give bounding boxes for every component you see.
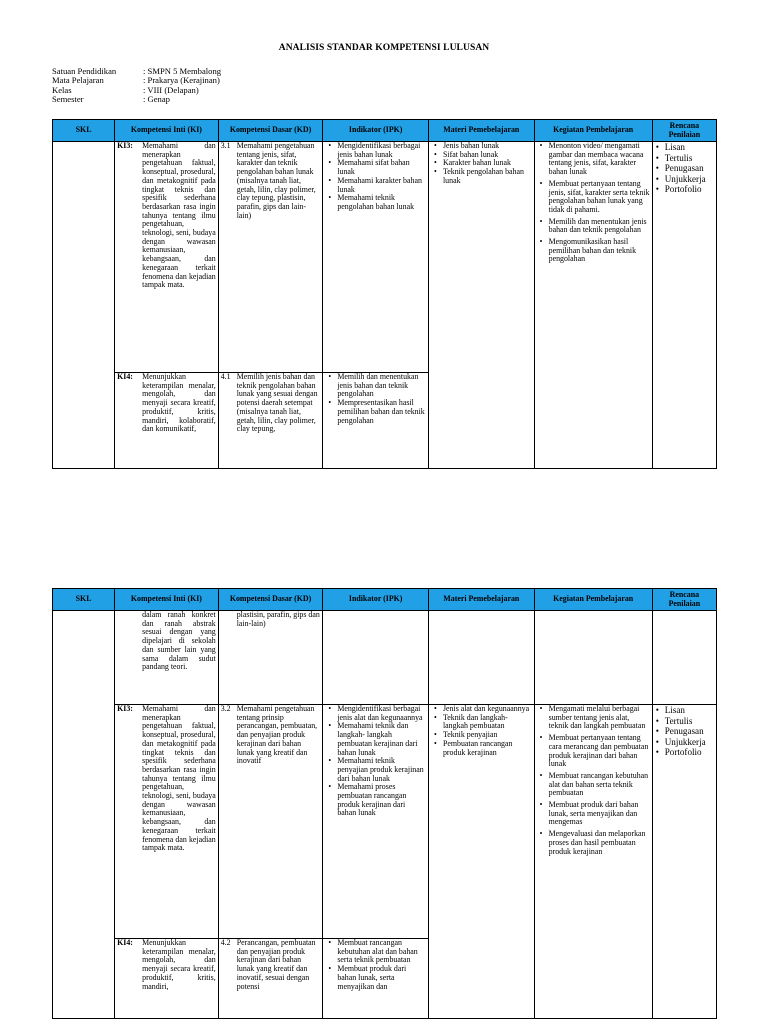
ipk-empty-cell <box>323 611 429 705</box>
list-item: • Portofolio <box>665 184 714 195</box>
table-row <box>53 705 717 939</box>
info-value: : Prakarya (Kerajinan) <box>143 75 220 86</box>
kegiatan-empty-cell <box>534 611 652 705</box>
header-row <box>53 589 717 611</box>
list-item: • Memahami proses pembuatan rancangan produk kerajinan dari bahan lunak <box>337 783 426 818</box>
info-label: Kelas <box>52 84 72 95</box>
info-row <box>52 95 221 104</box>
identity-info <box>52 67 221 105</box>
ki-code: KI4: <box>117 372 133 381</box>
header-ki: Kompetensi Inti (KI) <box>115 120 219 142</box>
header-row <box>53 120 717 142</box>
ki-text: Memahami dan menerapkan pengetahuan faktual, konseptual, prosedural, dan metakognitif pada tingkat teknis dan spesifik sederhana berdasarkan rasa ingin tahunya tentang ilmu pengetahuan, teknologi, seni, budaya dengan wawasan kemanusiaan, kebangsaan, dan kenegaraan terkait fenomena dan kejadian tampak mata. <box>142 704 216 853</box>
header-penilaian: Rencana Penilaian <box>652 589 716 611</box>
list-item: • Teknik dan langkah- langkah pembuatan <box>443 714 532 731</box>
list-item: • Mengamati melalui berbagai sumber tentang jenis alat, teknik dan langkah pembuatan <box>549 705 650 731</box>
list-item: • Memahami teknik pengolahan bahan lunak <box>337 194 426 211</box>
list-item: • Membuat produk dari bahan lunak, serta menyajikan dan mengemas <box>549 801 650 827</box>
kd-continuation-cell <box>218 611 323 705</box>
list-item: • Penugasan <box>665 726 714 737</box>
skl-cell <box>53 142 115 469</box>
kd-number: 3.1 <box>220 141 231 150</box>
info-value: : Genap <box>143 94 170 105</box>
materi-cell <box>428 142 534 469</box>
kd32-cell <box>218 705 323 939</box>
info-value: : VIII (Delapan) <box>143 84 199 95</box>
skl-analysis-table-2 <box>52 588 717 1019</box>
ki-text: dalam ranah konkret dan ranah abstrak sesuai dengan yang dipelajari di sekolah dan sumber lain yang sama dalam sudut pandang teori. <box>142 610 216 672</box>
ki-code: KI3: <box>117 141 133 150</box>
list-item: • Unjukkerja <box>665 737 714 748</box>
table-row <box>53 142 717 373</box>
list-item: • Karakter bahan lunak <box>443 159 532 168</box>
kegiatan-cell <box>534 705 652 1019</box>
kd-text: Memilih jenis bahan dan teknik pengolahan bahan lunak yang sesuai dengan potensi daerah setempat (misalnya tanah liat, getah, lilin, clay polimer, clay tepung, <box>236 372 318 434</box>
list-item: • Jenis bahan lunak <box>443 142 532 151</box>
list-item: • Memilih dan menentukan jenis bahan dan teknik pengolahan <box>337 373 426 399</box>
list-item: • Penugasan <box>665 163 714 174</box>
kd-text: Perancangan, pembuatan dan penyajian produk kerajinan dari bahan lunak yang kreatif dan inovatif, sesuai dengan potensi <box>236 938 316 991</box>
list-item: • Menonton video/ mengamati gambar dan membaca wacana tentang jenis, sifat, karakter bahan lunak <box>549 142 650 177</box>
kegiatan-cell <box>534 142 652 469</box>
list-item: • Memahami karakter bahan lunak <box>337 177 426 194</box>
ki3-cell <box>115 705 219 939</box>
kd-text: Memahami pengetahuan tentang prinsip perancangan, pembuatan, dan penyajian produk kerajinan dari bahan lunak yang kreatif dan inovatif <box>236 704 318 766</box>
list-item: • Teknik pengolahan bahan lunak <box>443 168 532 185</box>
ki-text: Menunjukkan keterampilan menalar, mengolah, dan menyaji secara kreatif, produktif, kritis, mandiri, kolaboratif, dan komunikatif, <box>142 372 216 434</box>
ki-code: KI4: <box>117 938 133 947</box>
ipk31-cell <box>323 142 429 373</box>
ki4-cell <box>115 373 219 469</box>
kd31-cell <box>218 142 323 373</box>
list-item: • Unjukkerja <box>665 174 714 185</box>
list-item: • Membuat pertanyaan tentang jenis, sifat, karakter serta teknik pengolahan bahan lunak yang tidak di pahami. <box>549 180 650 215</box>
kd-number: 4.1 <box>220 372 231 381</box>
page-title: ANALISIS STANDAR KOMPETENSI LULUSAN <box>278 43 490 53</box>
list-item: • Mempresentasikan hasil pemilihan bahan dan teknik pengolahan <box>337 399 426 425</box>
list-item: • Lisan <box>665 705 714 716</box>
ki-continuation-cell <box>115 611 219 705</box>
header-kd: Kompetensi Dasar (KD) <box>218 120 323 142</box>
kd-text: Memahami pengetahuan tentang jenis, sifat, karakter dan teknik pengolahan bahan lunak (misalnya tanah liat, getah, lilin, clay polimer, clay tepung, plastisin, parafin, gips dan lain-lain) <box>236 141 316 220</box>
ipk42-cell <box>323 939 429 1019</box>
penilaian-cell <box>652 142 716 469</box>
kd41-cell <box>218 373 323 469</box>
header-ki: Kompetensi Inti (KI) <box>115 589 219 611</box>
list-item: • Jenis alat dan kegunaannya <box>443 705 532 714</box>
materi-empty-cell <box>428 611 534 705</box>
list-item: • Lisan <box>665 142 714 153</box>
ki-code: KI3: <box>117 704 133 713</box>
ki-text: Memahami dan menerapkan pengetahuan faktual, konseptual, prosedural, dan metakognitif pada tingkat teknis dan spesifik sederhana berdasarkan rasa ingin tahunya tentang ilmu pengetahuan, teknologi, seni, budaya dengan wawasan kemanusiaan, kebangsaan, dan kenegaraan terkait fenomena dan kejadian tampak mata. <box>142 141 216 290</box>
header-penilaian: Rencana Penilaian <box>652 120 716 142</box>
list-item: • Memahami sifat bahan lunak <box>337 159 426 176</box>
list-item: • Memahami teknik penyajian produk kerajinan dari bahan lunak <box>337 757 426 783</box>
header-kegiatan: Kegiatan Pembelajaran <box>534 589 652 611</box>
skl-cell <box>53 611 115 1019</box>
header-materi: Materi Pemebelajaran <box>428 589 534 611</box>
list-item: • Pembuatan rancangan produk kerajinan <box>443 740 532 757</box>
kd-number: 3.2 <box>220 704 231 713</box>
info-label: Mata Pelajaran <box>52 75 104 86</box>
list-item: • Mengomunikasikan hasil pemilihan bahan dan teknik pengolahan <box>549 238 650 264</box>
list-item: • Tertulis <box>665 153 714 164</box>
list-item: • Membuat rancangan kebutuhan alat dan bahan serta teknik pembuatan <box>549 772 650 798</box>
table-row <box>53 611 717 705</box>
ki4-cell <box>115 939 219 1019</box>
header-materi: Materi Pemebelajaran <box>428 120 534 142</box>
list-item: • Mengidentifikasi berbagai jenis alat dan kegunaannya <box>337 705 426 722</box>
penilaian-empty-cell <box>652 611 716 705</box>
info-label: Semester <box>52 94 84 105</box>
info-label: Satuan Pendidikan <box>52 66 117 76</box>
list-item: • Teknik penyajian <box>443 731 532 740</box>
ki3-cell <box>115 142 219 373</box>
header-ipk: Indikator (IPK) <box>323 120 429 142</box>
ipk32-cell <box>323 705 429 939</box>
penilaian-cell <box>652 705 716 1019</box>
header-kegiatan: Kegiatan Pembelajaran <box>534 120 652 142</box>
list-item: • Sifat bahan lunak <box>443 151 532 160</box>
materi-cell <box>428 705 534 1019</box>
list-item: • Membuat produk dari bahan lunak, serta menyajikan dan <box>337 965 426 991</box>
kd-number: 4.2 <box>220 938 231 947</box>
list-item: • Portofolio <box>665 747 714 758</box>
list-item: • Membuat pertanyaan tentang cara merancang dan pembuatan produk kerajinan dari bahan lunak <box>549 734 650 769</box>
header-ipk: Indikator (IPK) <box>323 589 429 611</box>
header-skl: SKL <box>53 589 115 611</box>
list-item: • Memilih dan menentukan jenis bahan dan teknik pengolahan <box>549 218 650 235</box>
list-item: • Mengevaluasi dan melaporkan proses dan hasil pembuatan produk kerajinan <box>549 830 650 856</box>
ki-text: Menunjukkan keterampilan menalar, mengolah, dan menyaji secara kreatif, produktif, kritis, mandiri, <box>142 938 216 991</box>
ipk41-cell <box>323 373 429 469</box>
list-item: • Membuat rancangan kebutuhan alat dan bahan serta teknik pembuatan <box>337 939 426 965</box>
list-item: • Tertulis <box>665 716 714 727</box>
header-kd: Kompetensi Dasar (KD) <box>218 589 323 611</box>
list-item: • Memahami teknik dan langkah- langkah pembuatan kerajinan dari bahan lunak <box>337 722 426 757</box>
kd42-cell <box>218 939 323 1019</box>
header-skl: SKL <box>53 120 115 142</box>
info-value: : SMPN 5 Membalong <box>143 66 222 76</box>
kd-text: plastisin, parafin, gips dan lain-lain) <box>236 610 320 628</box>
skl-analysis-table-1 <box>52 119 717 469</box>
list-item: • Mengidentifikasi berbagai jenis bahan lunak <box>337 142 426 159</box>
